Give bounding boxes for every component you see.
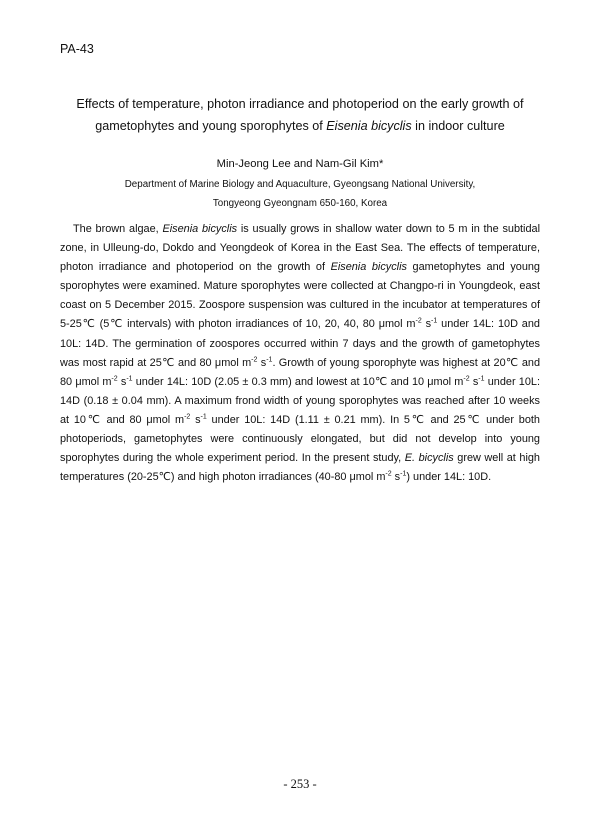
species-name: E. bicyclis (404, 452, 454, 465)
exponent: -2 (385, 470, 392, 478)
affiliation-line-1: Department of Marine Biology and Aquaculture, Gyeongsang National University, (124, 179, 476, 190)
exponent: -2 (415, 317, 422, 325)
abstract-text: . Growth of young sporophyte was highest at 20℃ and 80 μmol m (60, 356, 540, 388)
exponent: -2 (251, 356, 258, 364)
abstract-text: s (421, 318, 432, 331)
exponent: -2 (463, 375, 470, 383)
abstract-text: s (117, 375, 127, 388)
abstract-text: s (190, 413, 201, 426)
paper-title (50, 93, 550, 137)
species-name: Eisenia bicyclis (162, 223, 238, 235)
title-text: Effects of temperature, photon irradiance and photoperiod on the early growth of gametophytes and young sporophytes of (76, 97, 524, 133)
page-number: - 253 - (283, 777, 317, 791)
abstract-text: ) under 14L: 10D. (406, 471, 492, 484)
abstract-text: is usually grows in shallow water down to 5 m in the subtidal zone, in Ulleung-do, Dokdo and Yeongdeok of Korea in the East Sea. The effects of temperature, photon irradiance and photoperiod on the growth of (60, 223, 541, 274)
affiliation-line-2: Tongyeong Gyeongnam 650-160, Korea (212, 198, 388, 209)
exponent: -2 (184, 413, 191, 421)
title-text-end: in indoor culture (411, 119, 505, 133)
abstract-text: under 14L: 10D (2.05 ± 0.3 mm) and lowest at 10℃ and 10 μmol m (132, 375, 464, 388)
exponent: -1 (478, 375, 485, 383)
title-species: Eisenia bicyclis (326, 119, 412, 133)
author-list: Min-Jeong Lee and Nam-Gil Kim* (216, 158, 384, 170)
exponent: -1 (126, 375, 133, 383)
abstract-text: under 10L: 14D (0.18 ± 0.04 mm). A maximum frond width of young sporophytes was reached after 10 weeks at 10℃ and 80 μmol m (60, 375, 540, 426)
affiliation (0, 175, 600, 213)
abstract-text: gametophytes and young sporophytes were examined. Mature sporophytes were collected at Changpo-ri in Youngdeok, east coast on 5 December 2015. Zoospore suspension was cultured in the incubator at temperatures of 5-25℃ (5℃ intervals) with photon irradiances of 10, 20, 40, 80 μmol m (60, 261, 540, 331)
abstract-text: s (257, 356, 267, 369)
exponent: -1 (200, 413, 207, 421)
exponent: -1 (266, 356, 273, 364)
poster-code: PA-43 (60, 42, 94, 56)
exponent: -2 (111, 375, 118, 383)
abstract (60, 220, 540, 487)
abstract-text: s (391, 471, 401, 484)
abstract-paragraph (60, 220, 540, 487)
abstract-text: s (469, 375, 479, 388)
exponent: -1 (431, 317, 438, 325)
abstract-text: The brown algae, (73, 223, 163, 235)
species-name: Eisenia bicyclis (330, 261, 407, 274)
abstract-text: under 10L: 14D (1.11 ± 0.21 mm). In 5℃ and 25℃ under both photoperiods, gametophytes were continuously elongated, but did not develop into young sporophytes during the whole experiment period. In the present study, (60, 413, 540, 465)
abstract-text: grew well at high temperatures (20-25℃) and high photon irradiances (40-80 μmol m (60, 452, 540, 484)
abstract-text: under 14L: 10D and 10L: 14D. The germination of zoospores occurred within 7 days and the growth of gametophytes was most rapid at 25℃ and 80 μmol m (60, 318, 540, 369)
exponent: -1 (400, 470, 407, 478)
